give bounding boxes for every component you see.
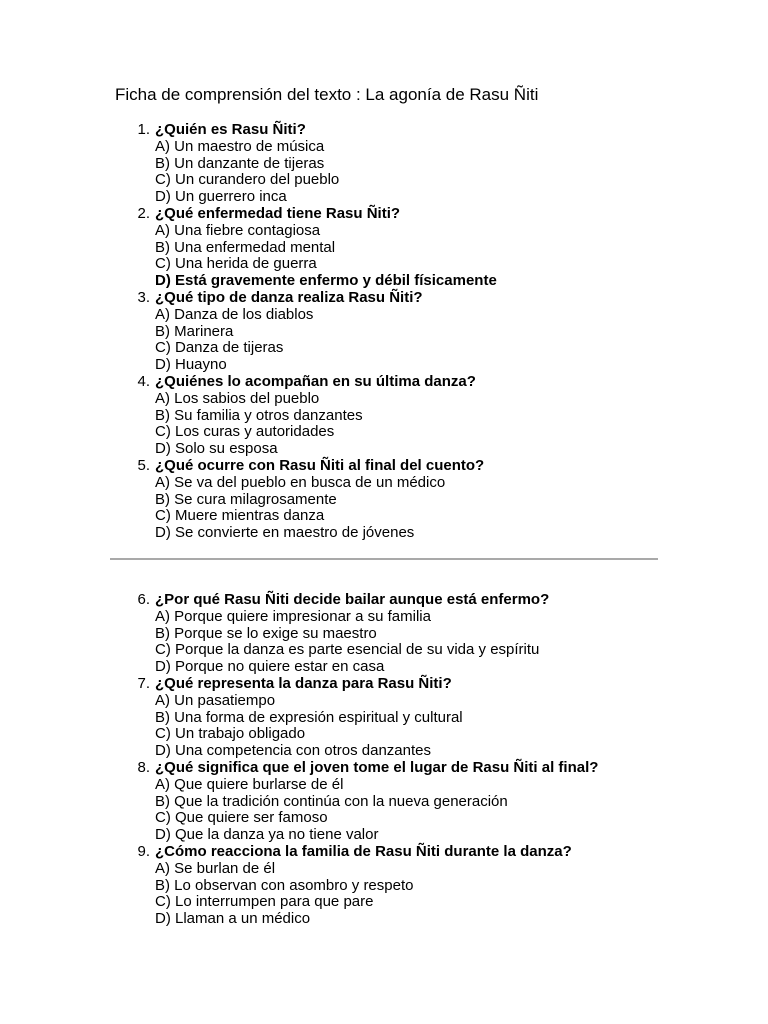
answer-option: C) Porque la danza es parte esencial de su vida y espíritu xyxy=(155,641,540,659)
answer-option: C) Una herida de guerra xyxy=(155,255,317,273)
question-text: ¿Qué representa la danza para Rasu Ñiti? xyxy=(155,674,452,692)
question-number: 2. xyxy=(137,204,150,222)
answer-option: B) Una forma de expresión espiritual y cultural xyxy=(155,708,463,726)
answer-option: D) Llaman a un médico xyxy=(155,910,311,928)
answer-option: A) Un maestro de música xyxy=(155,137,325,155)
question-text: ¿Qué ocurre con Rasu Ñiti al final del cuento? xyxy=(155,456,485,474)
answer-option: D) Está gravemente enfermo y débil físicamente xyxy=(155,272,497,290)
page-title: Ficha de comprensión del texto : La agonía de Rasu Ñiti xyxy=(115,85,539,104)
answer-option: B) Lo observan con asombro y respeto xyxy=(155,876,414,894)
answer-option: C) Danza de tijeras xyxy=(155,339,284,357)
answer-option: D) Un guerrero inca xyxy=(155,188,287,206)
answer-option: C) Un curandero del pueblo xyxy=(155,171,340,189)
answer-option: D) Huayno xyxy=(155,356,227,374)
question-number: 5. xyxy=(137,456,150,474)
answer-option: A) Un pasatiempo xyxy=(155,691,276,709)
answer-option: B) Porque se lo exige su maestro xyxy=(155,624,377,642)
question-number: 9. xyxy=(137,842,150,860)
question-number: 7. xyxy=(137,674,150,692)
answer-option: B) Se cura milagrosamente xyxy=(155,490,337,508)
answer-option: A) Una fiebre contagiosa xyxy=(155,221,321,239)
answer-option: D) Una competencia con otros danzantes xyxy=(155,742,431,760)
answer-option: B) Su familia y otros danzantes xyxy=(155,406,363,424)
question-number: 3. xyxy=(137,288,150,306)
question-text: ¿Qué significa que el joven tome el lugar de Rasu Ñiti al final? xyxy=(155,758,599,776)
section-divider xyxy=(110,558,658,560)
answer-option: A) Que quiere burlarse de él xyxy=(155,775,344,793)
answer-option: D) Solo su esposa xyxy=(155,440,278,458)
question-text: ¿Por qué Rasu Ñiti decide bailar aunque está enfermo? xyxy=(155,591,550,608)
question-text: ¿Quién es Rasu Ñiti? xyxy=(155,121,306,138)
answer-option: A) Se burlan de él xyxy=(155,859,276,877)
question-item xyxy=(137,372,497,458)
answer-option: D) Que la danza ya no tiene valor xyxy=(155,826,379,844)
question-text: ¿Qué enfermedad tiene Rasu Ñiti? xyxy=(155,204,401,222)
answer-option: B) Una enfermedad mental xyxy=(155,238,336,256)
answer-option: C) Muere mientras danza xyxy=(155,507,325,525)
question-item xyxy=(137,456,497,542)
question-item xyxy=(137,591,598,676)
question-number: 1. xyxy=(137,121,150,138)
answer-option: B) Que la tradición continúa con la nueva generación xyxy=(155,792,508,810)
answer-option: D) Se convierte en maestro de jóvenes xyxy=(155,524,415,542)
question-item xyxy=(137,842,598,928)
question-text: ¿Qué tipo de danza realiza Rasu Ñiti? xyxy=(155,288,423,306)
question-list-part-1 xyxy=(137,121,497,542)
answer-option: D) Porque no quiere estar en casa xyxy=(155,658,385,676)
question-text: ¿Quiénes lo acompañan en su última danza? xyxy=(155,372,476,390)
answer-option: C) Que quiere ser famoso xyxy=(155,809,328,827)
answer-option: A) Porque quiere impresionar a su familia xyxy=(155,607,431,625)
answer-option: A) Los sabios del pueblo xyxy=(155,389,320,407)
question-item xyxy=(137,204,497,290)
answer-option: B) Un danzante de tijeras xyxy=(155,154,325,172)
answer-option: C) Los curas y autoridades xyxy=(155,423,335,441)
question-item xyxy=(137,288,497,374)
answer-option: A) Danza de los diablos xyxy=(155,305,314,323)
question-text: ¿Cómo reacciona la familia de Rasu Ñiti durante la danza? xyxy=(155,842,572,860)
answer-option: C) Un trabajo obligado xyxy=(155,725,306,743)
question-item xyxy=(137,121,497,206)
answer-option: A) Se va del pueblo en busca de un médico xyxy=(155,473,446,491)
question-number: 4. xyxy=(137,372,150,390)
question-item xyxy=(137,758,599,844)
answer-option: B) Marinera xyxy=(155,322,234,340)
question-list-part-2 xyxy=(137,591,599,928)
question-item xyxy=(137,674,598,760)
question-number: 6. xyxy=(137,591,150,608)
answer-option: C) Lo interrumpen para que pare xyxy=(155,893,374,911)
question-number: 8. xyxy=(137,758,150,776)
